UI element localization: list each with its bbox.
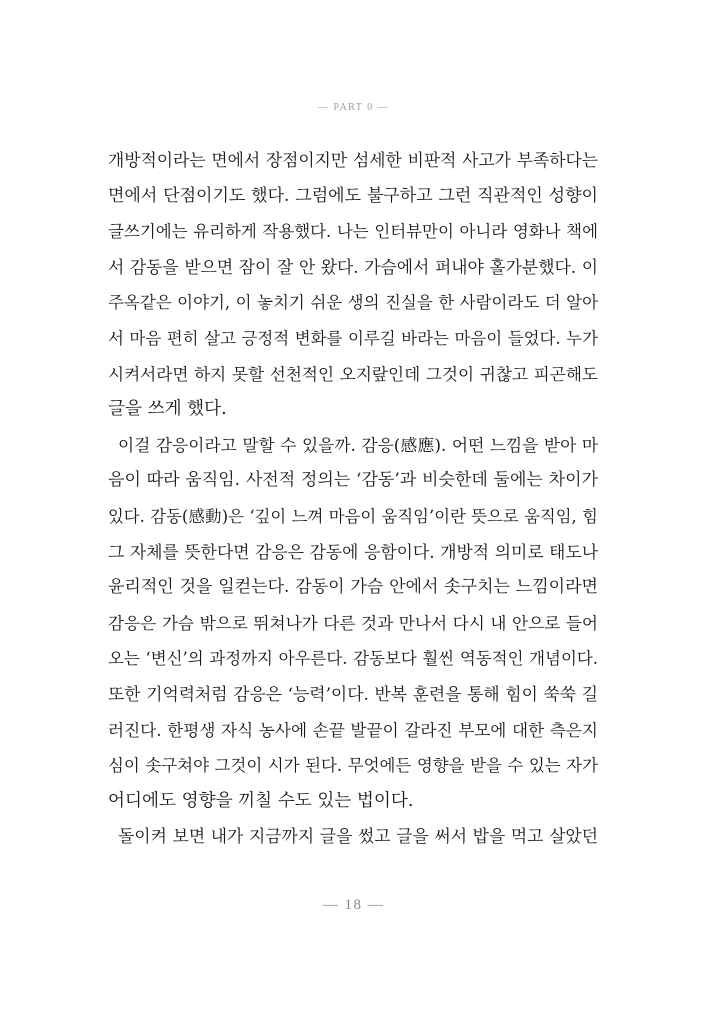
text-line: 돌이켜 보면 내가 지금까지 글을 썼고 글을 써서 밥을 먹고 살았던 — [118, 826, 598, 847]
paragraph — [108, 428, 598, 820]
body-text — [108, 143, 598, 855]
text-line: 그 자체를 뜻한다면 감응은 감동에 응함이다. 개방적 의미로 태도나 — [108, 541, 598, 562]
text-line: 어디에도 영향을 끼칠 수도 있는 법이다. — [108, 790, 414, 811]
text-line: 있다. 감동(感動)은 ‘깊이 느껴 마음이 움직임’이란 뜻으로 움직임, 힘 — [108, 506, 598, 526]
text-line: 주옥같은 이야기, 이 놓치기 쉬운 생의 진실을 한 사람이라도 더 알아 — [108, 293, 598, 313]
text-line: 감응은 가슴 밖으로 뛰쳐나가 다른 것과 만나서 다시 내 안으로 들어 — [108, 613, 598, 633]
text-line: 시켜서라면 하지 못할 선천적인 오지랖인데 그것이 귀찮고 피곤해도 — [108, 364, 598, 384]
text-line: 이걸 감응이라고 말할 수 있을까. 감응(感應). 어떤 느낌을 받아 마 — [118, 434, 598, 455]
text-line: 글쓰기에는 유리하게 작용했다. 나는 인터뷰만이 아니라 영화나 책에 — [108, 222, 598, 242]
paragraph — [108, 819, 598, 855]
text-line: 서 감동을 받으면 잠이 잘 안 왔다. 가슴에서 퍼내야 홀가분했다. 이 — [108, 256, 598, 277]
text-line: 서 마음 편히 살고 긍정적 변화를 이루길 바라는 마음이 들었다. 누가 — [108, 328, 598, 348]
paragraph — [108, 143, 598, 428]
text-line: 또한 기억력처럼 감응은 ‘능력’이다. 반복 훈련을 통해 힘이 쑥쑥 길 — [108, 683, 598, 704]
text-line: 글을 쓰게 했다. — [108, 399, 227, 420]
text-line: 개방적이라는 면에서 장점이지만 섬세한 비판적 사고가 부족하다는 — [108, 150, 598, 170]
page-number: — 18 — — [322, 897, 385, 913]
text-line: 윤리적인 것을 일컫는다. 감동이 가슴 안에서 솟구치는 느낌이라면 — [108, 577, 598, 598]
running-head: — PART 0 — — [317, 102, 390, 113]
text-line: 오는 ‘변신’의 과정까지 아우른다. 감동보다 훨씬 역동적인 개념이다. — [108, 649, 598, 669]
text-line: 러진다. 한평생 자식 농사에 손끝 발끝이 갈라진 부모에 대한 측은지 — [108, 720, 598, 740]
text-line: 음이 따라 움직임. 사전적 정의는 ‘감동’과 비슷한데 둘에는 차이가 — [108, 470, 598, 491]
text-line: 심이 솟구쳐야 그것이 시가 된다. 무엇에든 영향을 받을 수 있는 자가 — [108, 756, 598, 776]
text-line: 면에서 단점이기도 했다. 그럼에도 불구하고 그런 직관적인 성향이 — [108, 185, 598, 206]
